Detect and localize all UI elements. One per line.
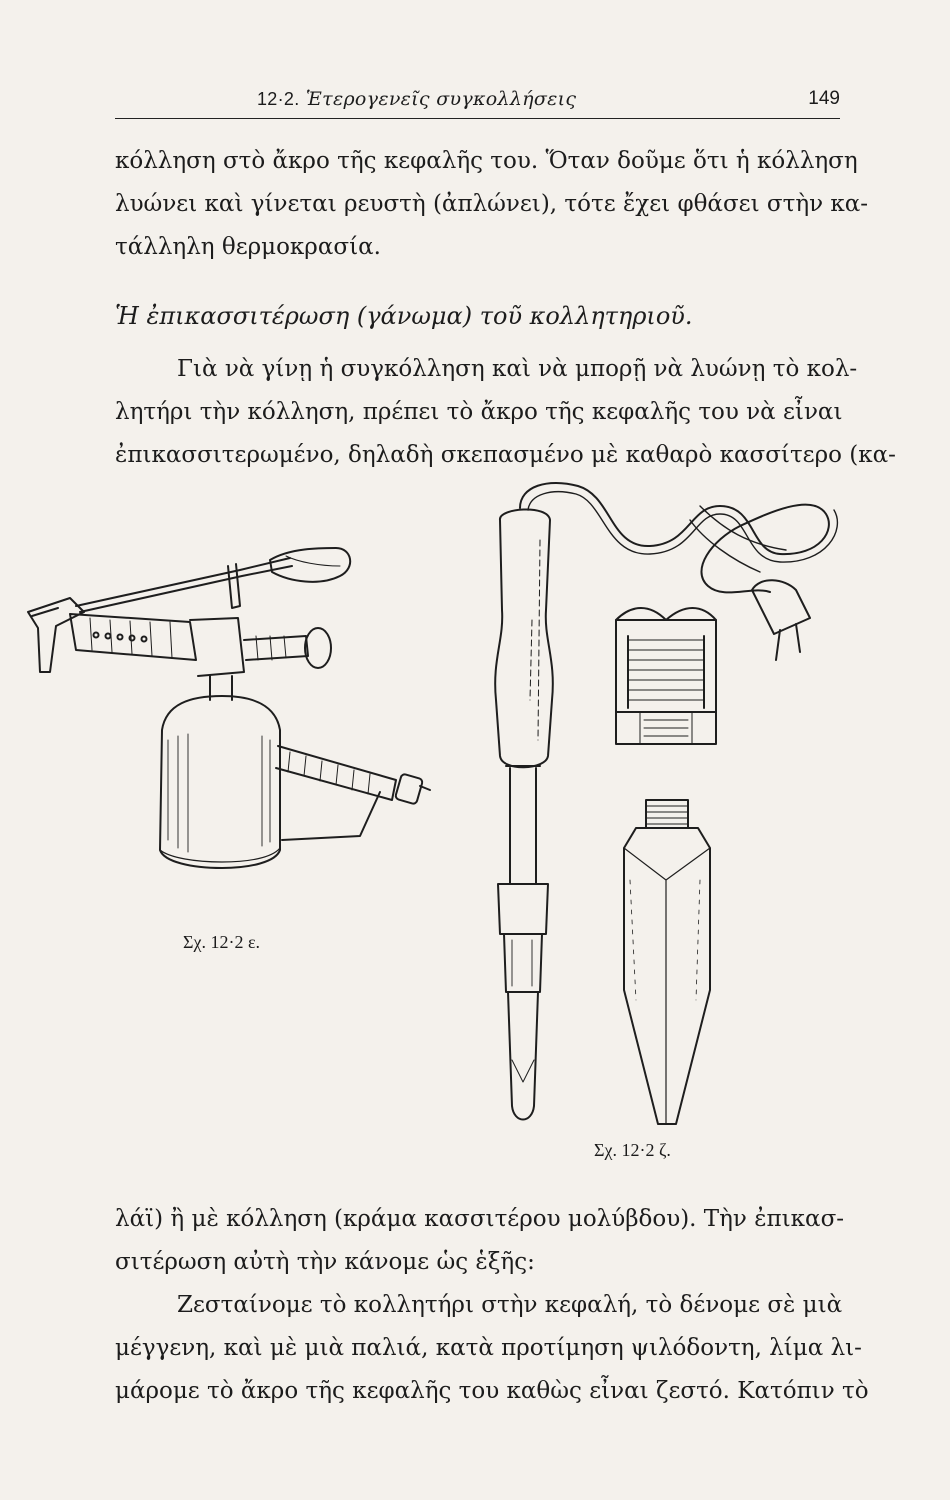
text-line: λητήρι τὴν κόλληση, πρέπει τὸ ἄκρο τῆς κεφαλῆς του νὰ εἶναι [115,399,843,425]
subheading: Ἡ ἐπικασσιτέρωση (γάνωμα) τοῦ κολλητηριοῦ. [115,302,693,330]
paragraph-3 [115,1198,869,1413]
text-line: τάλληλη θερμοκρασία. [115,234,381,260]
text-line: σιτέρωση αὐτὴ τὴν κάνομε ὡς ἑξῆς: [115,1249,535,1275]
text-line: μάρομε τὸ ἄκρο τῆς κεφαλῆς του καθὼς εἶναι ζεστό. Κατόπιν τὸ [115,1378,869,1404]
section-number: 12·2. [257,89,300,109]
text-line: λάϊ) ἢ μὲ κόλληση (κράμα κασσιτέρου μολύβδου). Τὴν ἐπικασ- [115,1206,845,1232]
figure-caption-z: Σχ. 12·2 ζ. [594,1140,671,1160]
text-line: μέγγενη, καὶ μὲ μιὰ παλιά, κατὰ προτίμηση ψιλόδοντη, λίμα λι- [115,1335,862,1361]
figure-caption-e: Σχ. 12·2 ε. [183,932,261,952]
tip-detail-drawing [616,608,716,1124]
text-line: λυώνει καὶ γίνεται ρευστὴ (ἀπλώνει), τότε ἔχει φθάσει στὴν κα- [115,191,869,217]
section-title: Ἑτερογενεῖς συγκολλήσεις [305,88,577,110]
text-line: ἐπικασσιτερωμένο, δηλαδὴ σκεπασμένο μὲ καθαρὸ κασσίτερο (κα- [115,442,896,468]
text-line: Γιὰ νὰ γίνῃ ἡ συγκόλληση καὶ νὰ μπορῇ νὰ λυώνῃ τὸ κολ- [177,356,858,382]
blowtorch-drawing [28,548,430,868]
text-line: κόλληση στὸ ἄκρο τῆς κεφαλῆς του. Ὅταν δοῦμε ὅτι ἡ κόλληση [115,148,858,174]
page-number: 149 [808,88,840,109]
text-line: Ζεσταίνομε τὸ κολλητήρι στὴν κεφαλή, τὸ δένομε σὲ μιὰ [177,1292,843,1318]
